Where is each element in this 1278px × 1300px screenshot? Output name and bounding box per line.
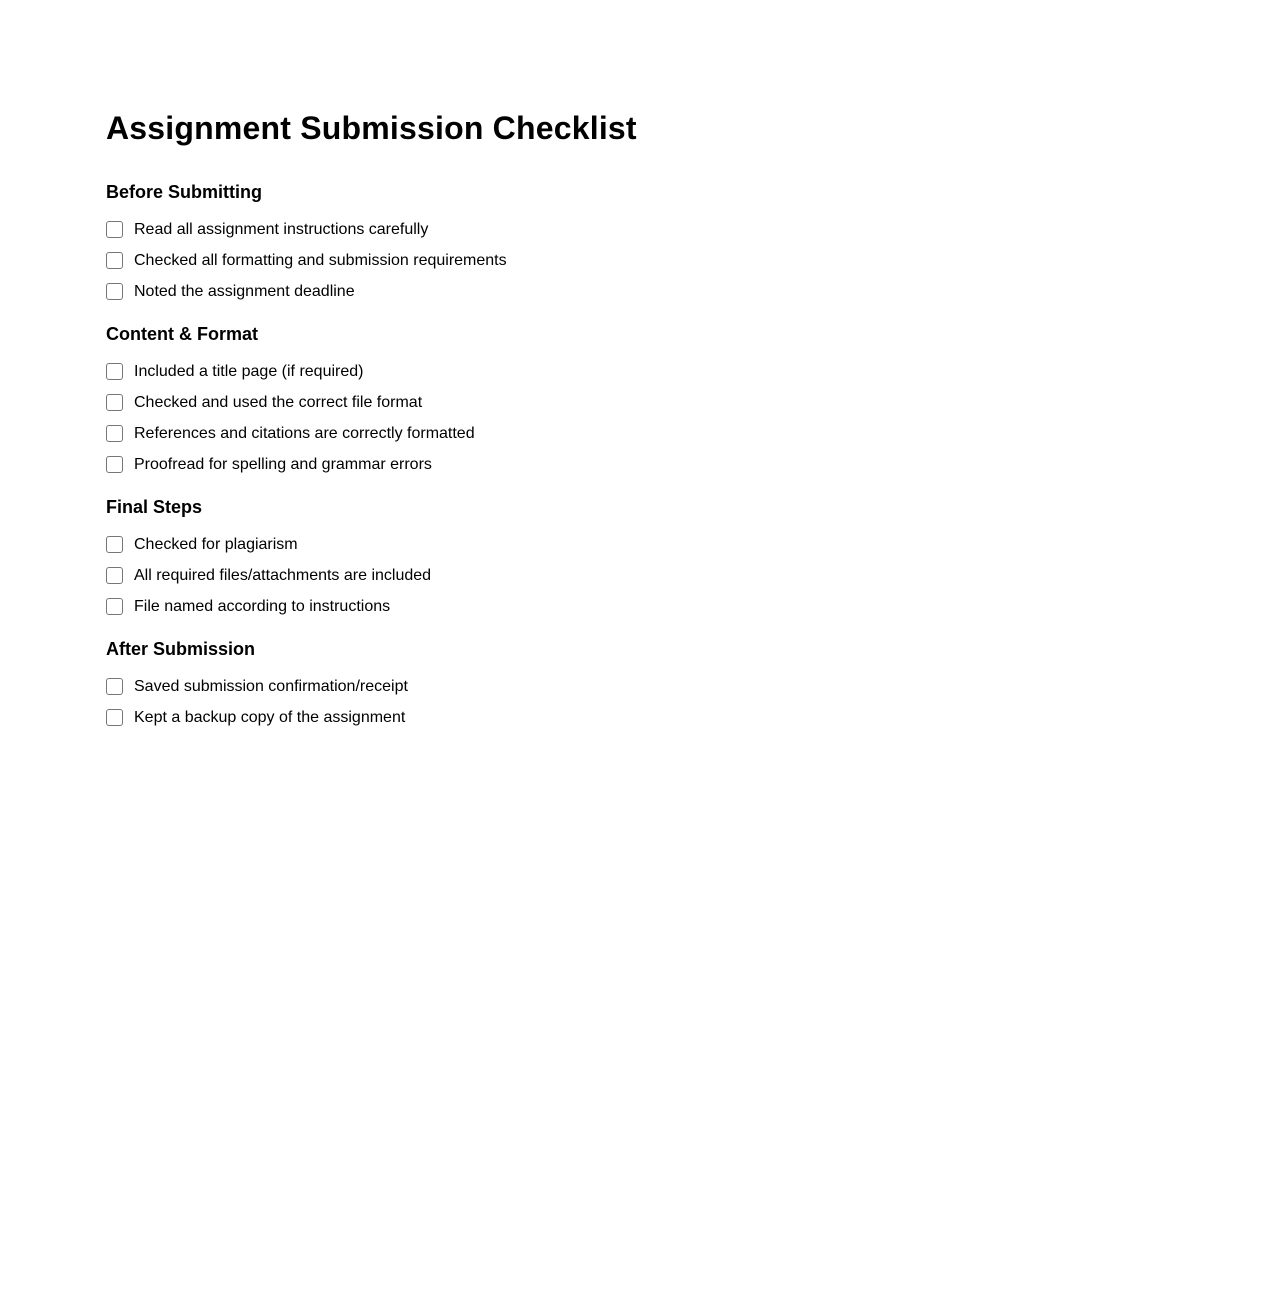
item-label[interactable]: Checked and used the correct file format xyxy=(134,393,423,411)
section-content-format xyxy=(106,322,475,480)
checkbox[interactable] xyxy=(106,394,123,411)
checklist xyxy=(106,529,431,622)
checklist-item[interactable] xyxy=(106,356,475,387)
item-label[interactable]: Noted the assignment deadline xyxy=(134,282,355,300)
checklist xyxy=(106,214,507,307)
checklist-item[interactable] xyxy=(106,418,475,449)
section-heading: Final Steps xyxy=(106,497,203,517)
checkbox[interactable] xyxy=(106,252,123,269)
checkbox[interactable] xyxy=(106,456,123,473)
page-title: Assignment Submission Checklist xyxy=(106,110,637,146)
item-label[interactable]: Proofread for spelling and grammar errors xyxy=(134,455,432,473)
item-label[interactable]: Checked all formatting and submission requirements xyxy=(134,251,507,269)
item-label[interactable]: Saved submission confirmation/receipt xyxy=(134,677,408,695)
section-heading: Content & Format xyxy=(106,324,258,344)
item-label[interactable]: All required files/attachments are included xyxy=(134,566,432,584)
checklist-item[interactable] xyxy=(106,387,475,418)
checkbox[interactable] xyxy=(106,567,123,584)
checklist-item[interactable] xyxy=(106,245,507,276)
item-label[interactable]: References and citations are correctly formatted xyxy=(134,424,475,442)
checkbox[interactable] xyxy=(106,425,123,442)
checklist-item[interactable] xyxy=(106,529,431,560)
item-label[interactable]: Read all assignment instructions carefully xyxy=(134,220,429,238)
section-heading: After Submission xyxy=(106,639,256,659)
checklist-item[interactable] xyxy=(106,276,507,307)
checkbox[interactable] xyxy=(106,678,123,695)
checklist xyxy=(106,671,408,733)
section-after-submission xyxy=(106,637,408,733)
checkbox[interactable] xyxy=(106,536,123,553)
section-before-submitting xyxy=(106,180,507,307)
checklist-item[interactable] xyxy=(106,449,475,480)
section-final-steps xyxy=(106,495,431,622)
item-label[interactable]: Included a title page (if required) xyxy=(134,362,364,380)
checklist-item[interactable] xyxy=(106,591,431,622)
checkbox[interactable] xyxy=(106,283,123,300)
checkbox[interactable] xyxy=(106,598,123,615)
checklist xyxy=(106,356,475,480)
section-heading: Before Submitting xyxy=(106,182,262,202)
checklist-item[interactable] xyxy=(106,671,408,702)
item-label[interactable]: Checked for plagiarism xyxy=(134,535,298,553)
checkbox[interactable] xyxy=(106,363,123,380)
checkbox[interactable] xyxy=(106,709,123,726)
item-label[interactable]: Kept a backup copy of the assignment xyxy=(134,708,406,726)
checklist-item[interactable] xyxy=(106,702,408,733)
item-label[interactable]: File named according to instructions xyxy=(134,597,391,615)
checkbox[interactable] xyxy=(106,221,123,238)
checklist-item[interactable] xyxy=(106,560,431,591)
checklist-item[interactable] xyxy=(106,214,507,245)
